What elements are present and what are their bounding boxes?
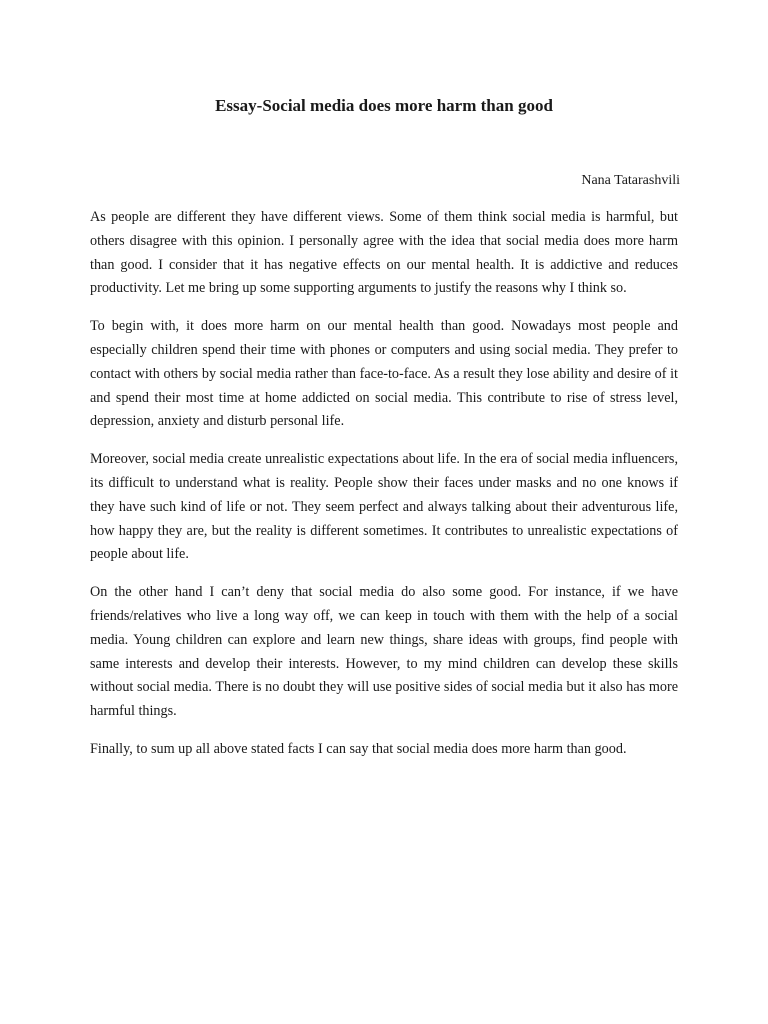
paragraph-counterargument: On the other hand I can’t deny that social media do also some good. For instance, if we have friends/relatives who live a long way off, we can keep in touch with them with the help of a social media. Young children can explore and learn new things, share ideas with groups, find people with same interests and develop their interests. However, to my mind children can develop these skills without social media. There is no doubt they will use positive sides of social media but it also has more harmful things.	[90, 584, 678, 720]
paragraph-mental-health: To begin with, it does more harm on our mental health than good. Nowadays most people and especially children spend their time with phones or computers and using social media. They prefer to contact with others by social media rather than face-to-face. As a result they lose ability and desire of it and spend their most time at home addicted on social media. This contribute to rise of stress level, depression, anxiety and disturb personal life.	[90, 318, 678, 430]
paragraph-expectations: Moreover, social media create unrealistic expectations about life. In the era of social media influencers, its difficult to understand what is reality. People show their faces under masks and no one knows if they have such kind of life or not. They seem perfect and always talking about their adventurous life, how happy they are, but the reality is different sometimes. It contributes to unrealistic expectations of people about life.	[90, 451, 678, 563]
essay-title: Essay-Social media does more harm than good	[215, 96, 553, 115]
paragraph-intro: As people are different they have different views. Some of them think social media is harmful, but others disagree with this opinion. I personally agree with the idea that social media does more harm than good. I consider that it has negative effects on our mental health. It is addictive and reduces productivity. Let me bring up some supporting arguments to justify the reasons why I think so.	[90, 209, 678, 297]
paragraph-conclusion: Finally, to sum up all above stated facts I can say that social media does more harm than good.	[90, 740, 627, 757]
author-name: Nana Tatarashvili	[581, 173, 680, 188]
essay-body	[90, 206, 678, 776]
